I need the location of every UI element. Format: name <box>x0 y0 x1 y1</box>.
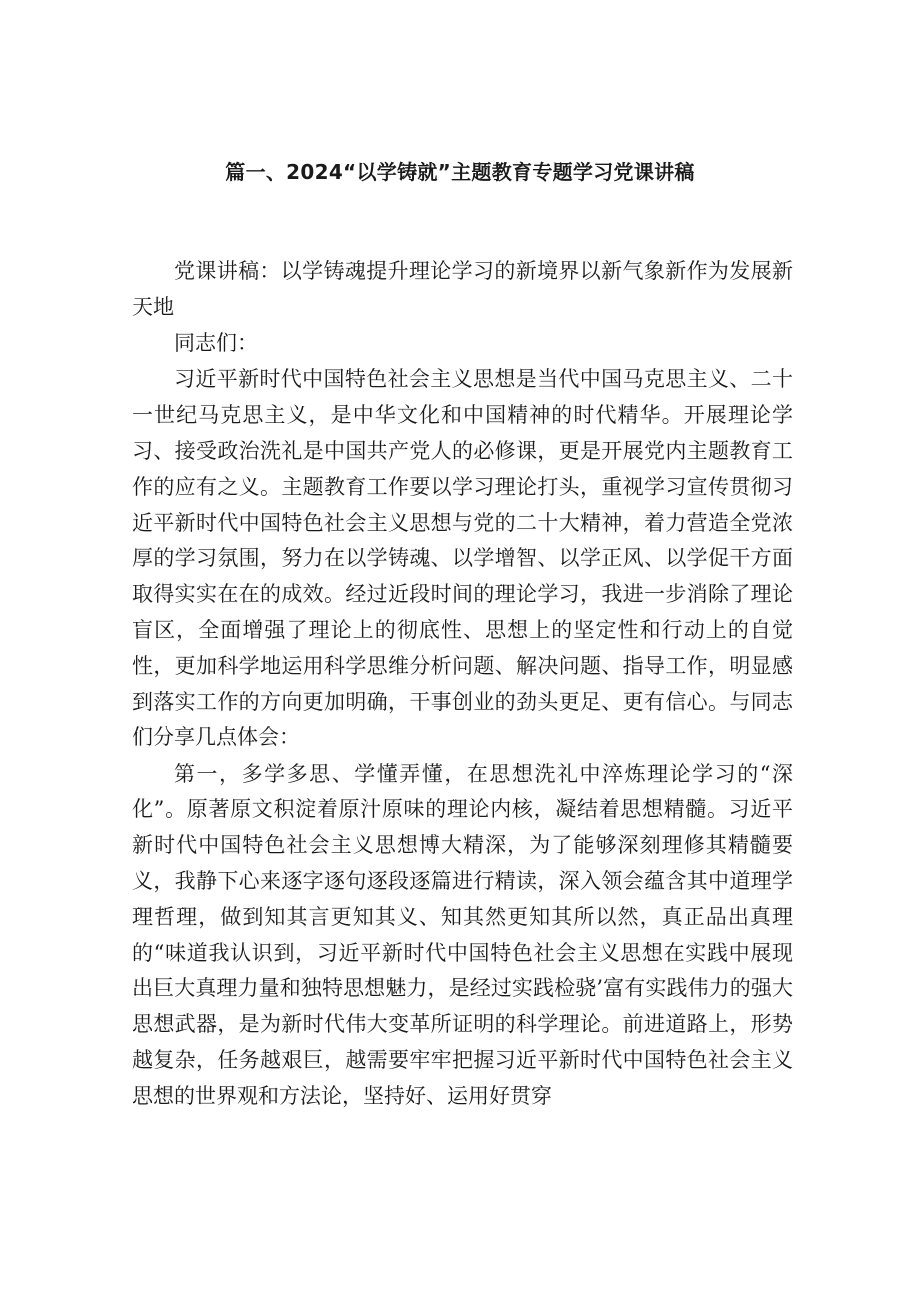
paragraph-first-point: 第一，多学多思、学懂弄懂，在思想洗礼中淬炼理论学习的“深化”。原著原文积淀着原汁原味的理论内核，凝结着思想精髓。习近平新时代中国特色社会主义思想博大精深，为了能够深刻理修其精髓要义，我静下心来逐字逐句逐段逐篇进行精读，深入领会蕴含其中道理学理哲理，做到知其言更知其义、知其然更知其所以然，真正品出真理的“味道我认识到，习近平新时代中国特色社会主义思想在实践中展现出巨大真理力量和独特思想魅力，是经过实践检骁’富有实践伟力的强大思想武器，是为新时代伟大变革所证明的科学理论。前进道路上，形势越复杂，任务越艰巨，越需要牢牢把握习近平新时代中国特色社会主义思想的世界观和方法论，坚持好、运用好贯穿 <box>132 761 793 1108</box>
paragraph-intro: 习近平新时代中国特色社会主义思想是当代中国马克思主义、二十一世纪马克思主义，是中华文化和中国精神的时代精华。开展理论学习、接受政治洗礼是中国共产党人的必修课，更是开展党内主题教育工作的应有之义。主题教育工作要以学习理论打头，重视学习宣传贯彻习近平新时代中国特色社会主义思想与党的二十大精神，着力营造全党浓厚的学习氛围，努力在以学铸魂、以学增智、以学正风、以学促干方面取得实实在在的成效。经过近段时间的理论学习，我进一步消除了理论盲区，全面增强了理论上的彻底性、思想上的坚定性和行动上的自觉性，更加科学地运用科学思维分析问题、解决问题、指导工作，明显感到落实工作的方向更加明确，干事创业的劲头更足、更有信心。与同志们分享几点体会： <box>132 367 793 750</box>
paragraph-subtitle: 党课讲稿：以学铸魂提升理论学习的新境界以新气象新作为发展新天地 <box>132 259 793 319</box>
paragraph-salutation: 同志们： <box>174 331 258 356</box>
document-title: 篇一、2024“以学铸就”主题教育专题学习党课讲稿 <box>225 160 695 184</box>
document-body <box>132 254 793 1115</box>
